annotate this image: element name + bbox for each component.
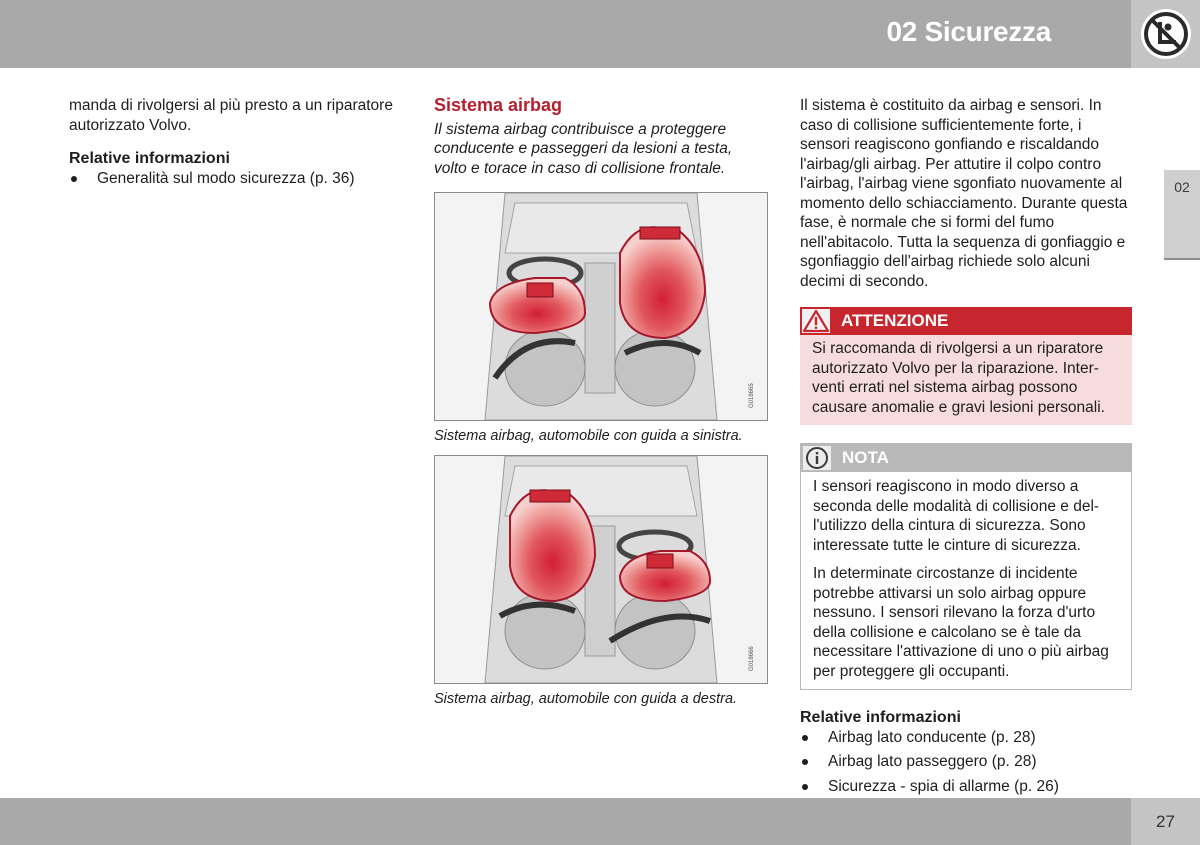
figure-caption: Sistema airbag, automobile con guida a destra.: [434, 690, 738, 707]
related-link[interactable]: Airbag lato passeggero (p. 28): [800, 752, 1132, 772]
related-link[interactable]: Airbag lato conducente (p. 28): [800, 728, 1132, 748]
figure-code: G018666: [749, 645, 755, 671]
figure-caption: Sistema airbag, automobile con guida a sinistra.: [434, 428, 743, 444]
chapter-icon-box: [1131, 0, 1200, 68]
related-info-list: [800, 728, 1132, 797]
note-text: In determinate circostanze di incidente potrebbe attivarsi un solo airbag oppure nessuno. I sensori rilevano la forza d'urto della collisione e calcolano se è tale da necessitare l'attivazione di uno o più airbag per proteggere gli occupanti.: [813, 565, 1109, 680]
note-body: [801, 472, 1131, 689]
figure-code: G018665: [749, 383, 755, 408]
page-number-box: [1131, 798, 1200, 845]
car-interior-illustration: [435, 456, 767, 683]
column-1: [69, 96, 399, 188]
note-text: I sensori reagiscono in modo diverso a seconda delle modalità di collisione e dell'utilizzo della cintura di sicurezza. Sono interessate tutte le cinture di sicurezza.: [813, 478, 1100, 554]
related-info-list: [69, 169, 399, 189]
chapter-side-tab-label: 02: [1174, 179, 1190, 195]
column-2: [434, 96, 768, 709]
section-title: Sistema airbag: [434, 95, 563, 115]
airbag-figure-right-hand-drive: [434, 455, 768, 684]
car-interior-illustration: [435, 193, 767, 420]
related-link[interactable]: Generalità sul modo sicurezza (p. 36): [69, 169, 399, 189]
related-info-heading: Relative informazioni: [69, 150, 230, 167]
page-number: 27: [1156, 812, 1175, 831]
related-info-heading: Relative informazioni: [800, 709, 961, 726]
airbag-figure-left-hand-drive: [434, 192, 768, 421]
info-icon: [803, 446, 831, 470]
note-label: NOTA: [842, 448, 889, 467]
warning-text: Si raccomanda di rivolgersi a un riparatore autorizzato Volvo per la riparazione. Interventi errati nel sistema airbag possono causare anomalie e gravi lesioni personali.: [812, 340, 1105, 416]
footer-bar: [0, 798, 1131, 845]
body-paragraph: Il sistema è costituito da airbag e sensori. In caso di collisione sufficientemente forte, i sensori reagiscono gonfiando e riscaldando l'airbag/gli airbag. Per attutire il colpo contro l'airbag, l'airbag viene sgonfiato nuovamente al momento dello schiacciamento. Durante questa fase, è normale che si formi del fumo nell'abitacolo. Tutta la sequenza di gonfiaggio e sgonfiaggio dell'airbag richiede solo alcuni decimi di secondo.: [800, 97, 1128, 290]
warning-header: [800, 307, 1132, 335]
warning-triangle-icon: [802, 309, 830, 333]
warning-label: ATTENZIONE: [841, 311, 949, 330]
chapter-side-tab[interactable]: [1164, 170, 1200, 260]
note-header: [801, 444, 1131, 472]
related-link[interactable]: Sicurezza - spia di allarme (p. 26): [800, 777, 1132, 797]
continued-paragraph: manda di rivolgersi al più presto a un riparatore autorizzato Volvo.: [69, 97, 393, 134]
header-bar: [0, 0, 1131, 68]
note-box: [800, 443, 1132, 690]
no-child-seat-icon: [1131, 0, 1200, 68]
chapter-title: 02 Sicurezza: [886, 16, 1051, 47]
lead-paragraph: Il sistema airbag contribuisce a proteggere conducente e passeggeri da lesioni a testa, volto e torace in caso di collisione frontale.: [434, 120, 733, 177]
warning-box: [800, 307, 1132, 425]
column-3: [800, 96, 1132, 801]
